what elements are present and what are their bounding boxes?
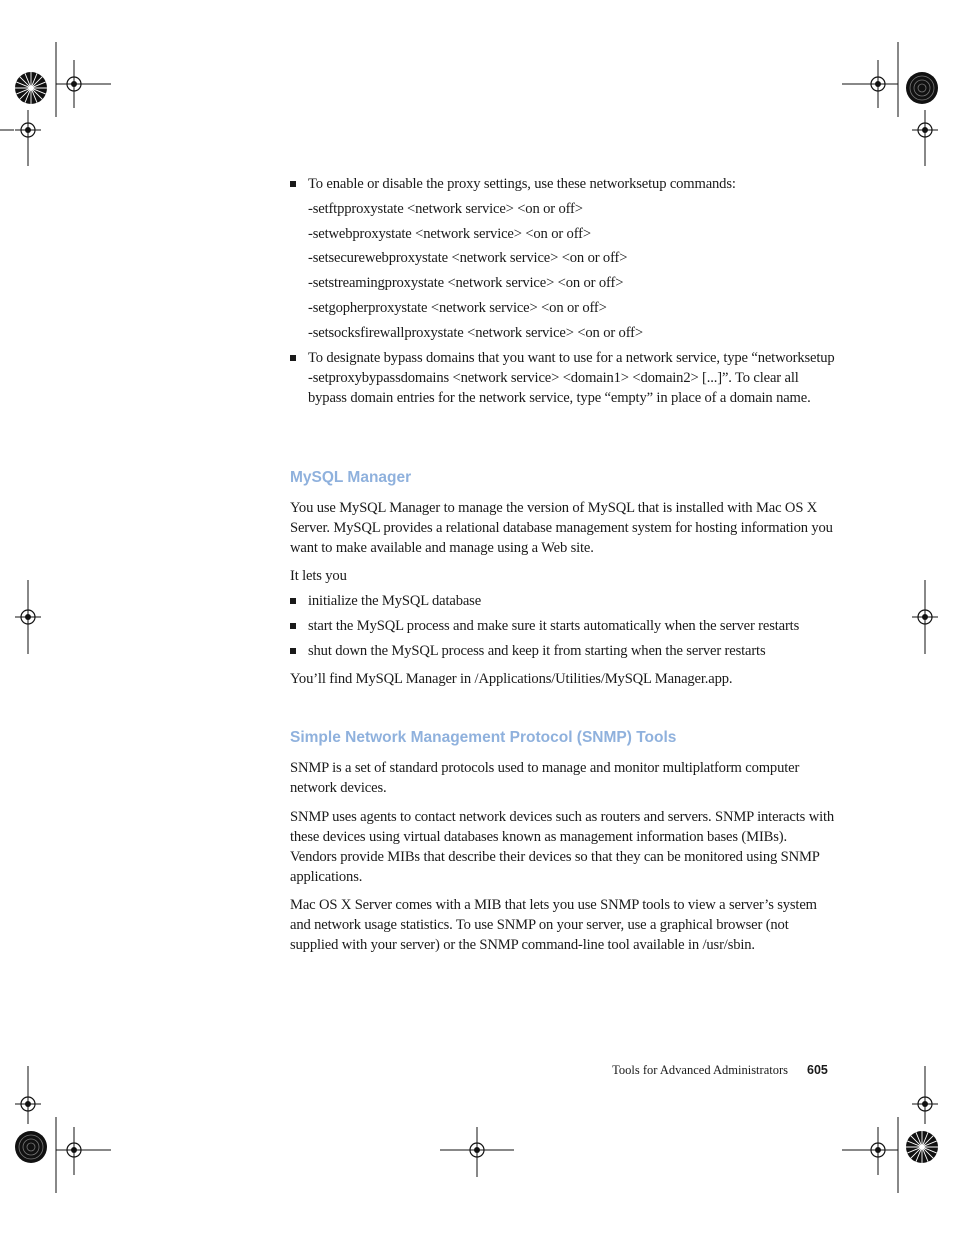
page-number: 605: [807, 1063, 828, 1077]
section-heading-mysql: MySQL Manager: [290, 469, 412, 486]
bullet-text: To enable or disable the proxy settings, use these networksetup commands:: [308, 176, 736, 192]
bullet-square-icon: [290, 355, 296, 361]
bullet-text: To designate bypass domains that you want to use for a network service, type “networksetup -setproxybypassdomains <network service> <domain1> <domain2> [...]”. To clear all bypass domain entries for the network service, type “empty” in place of a domain name.: [308, 350, 835, 406]
bullet-text: shut down the MySQL process and keep it from starting when the server restarts: [308, 643, 766, 659]
command-line: -setwebproxystate <network service> <on or off>: [308, 226, 591, 242]
command-line: -setsocksfirewallproxystate <network service> <on or off>: [308, 325, 643, 341]
command-line: -setsecurewebproxystate <network service> <on or off>: [308, 250, 628, 266]
paragraph: It lets you: [290, 568, 347, 584]
section-heading-snmp: Simple Network Management Protocol (SNMP) Tools: [290, 729, 677, 746]
command-line: -setgopherproxystate <network service> <on or off>: [308, 300, 607, 316]
bullet-text: start the MySQL process and make sure it starts automatically when the server restarts: [308, 618, 800, 634]
bullet-square-icon: [290, 598, 296, 604]
command-line: -setftpproxystate <network service> <on or off>: [308, 201, 583, 217]
paragraph: Mac OS X Server comes with a MIB that lets you use SNMP tools to view a server’s system and network usage statistics. To use SNMP on your server, use a graphical browser (not supplied with your server) or the SNMP command-line tool available in /usr/sbin.: [290, 897, 817, 953]
paragraph: SNMP uses agents to contact network devices such as routers and servers. SNMP interacts with these devices using virtual databases known as management information bases (MIBs). Vendors provide MIBs that describe their devices so that they can be monitored using SNMP applications.: [290, 809, 835, 885]
bullet-square-icon: [290, 648, 296, 654]
paragraph: SNMP is a set of standard protocols used to manage and monitor multiplatform computer network devices.: [290, 760, 800, 796]
bullet-square-icon: [290, 181, 296, 187]
command-line: -setstreamingproxystate <network service> <on or off>: [308, 275, 624, 291]
paragraph: You’ll find MySQL Manager in /Applications/Utilities/MySQL Manager.app.: [290, 671, 733, 687]
paragraph: You use MySQL Manager to manage the version of MySQL that is installed with Mac OS X Server. MySQL provides a relational database management system for hosting information you want to make available and manage using a Web site.: [290, 500, 833, 556]
bullet-square-icon: [290, 623, 296, 629]
bullet-text: initialize the MySQL database: [308, 593, 482, 609]
running-footer-title: Tools for Advanced Administrators: [612, 1063, 788, 1077]
